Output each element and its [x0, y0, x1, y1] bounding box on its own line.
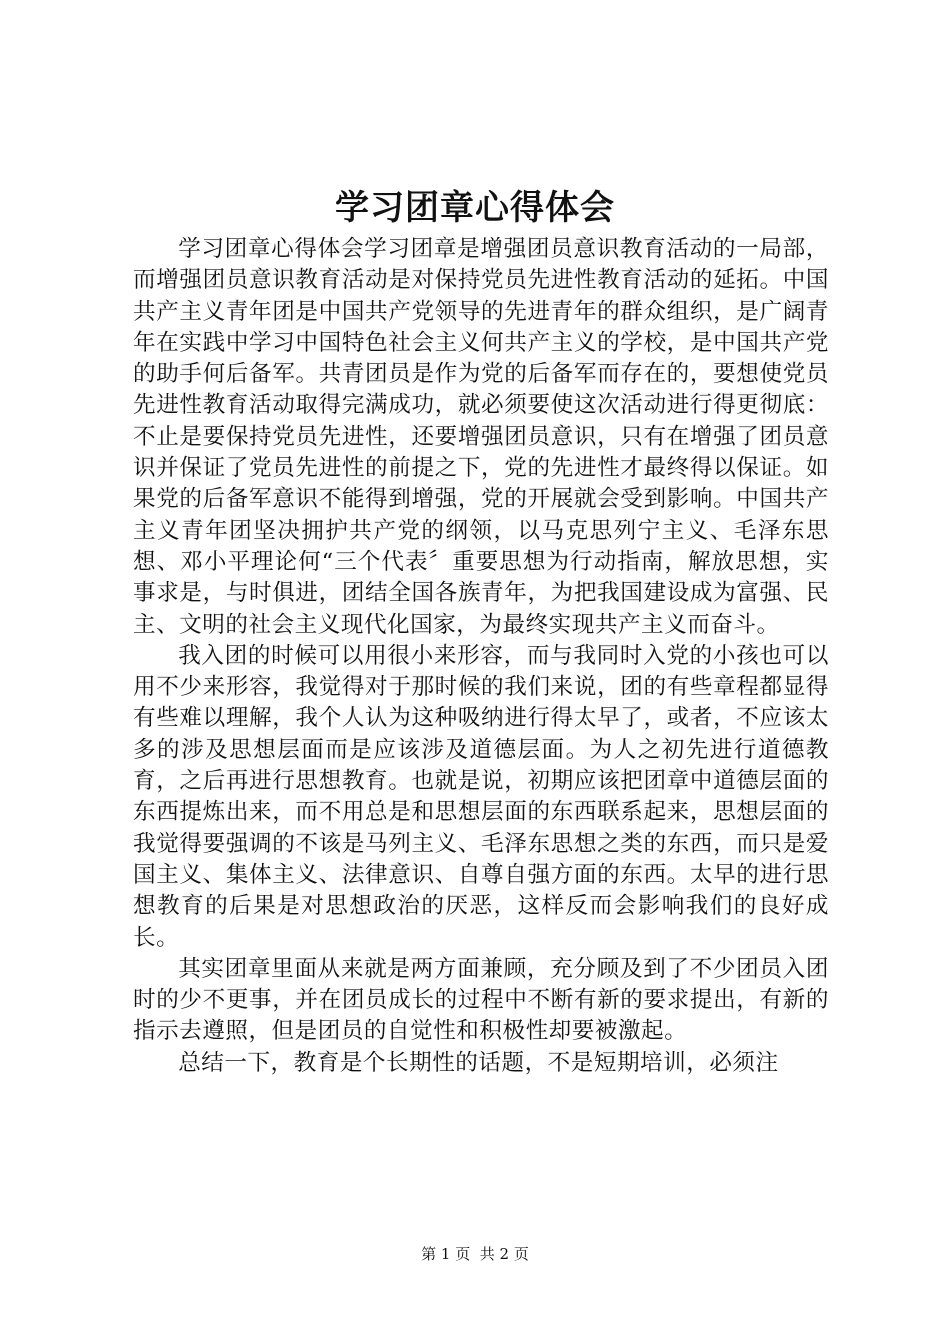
page-footer	[0, 1244, 950, 1264]
paragraph: 总结一下，教育是个长期性的话题，不是短期培训，必须注	[178, 1049, 779, 1076]
page-number: 第 1 页	[421, 1245, 471, 1263]
paragraph: 我入团的时候可以用很小来形容，而与我同时入党的小孩也可以用不少来形容，我觉得对于那时候的我们来说，团的有些章程都显得有些难以理解，我个人认为这种吸纳进行得太早了，或者，不应该太多的涉及思想层面而是应该涉及道德层面。为人之初先进行道德教育，之后再进行思想教育。也就是说，初期应该把团章中道德层面的东西提炼出来，而不用总是和思想层面的东西联系起来，思想层面的我觉得要强调的不该是马列主义、毛泽东思想之类的东西，而只是爱国主义、集体主义、法律意识、自尊自强方面的东西。太早的进行思想教育的后果是对思想政治的厌恶，这样反而会影响我们的良好成长。	[133, 642, 829, 951]
page-total: 共 2 页	[479, 1245, 529, 1263]
page-title: 学习团章心得体会	[335, 188, 615, 228]
paragraph: 学习团章心得体会学习团章是增强团员意识教育活动的一局部，而增强团员意识教育活动是对保持党员先进性教育活动的延拓。中国共产主义青年团是中国共产党领导的先进青年的群众组织，是广阔青年在实践中学习中国特色社会主义何共产主义的学校，是中国共产党的助手何后备军。共青团员是作为党的后备军而存在的，要想使党员先进性教育活动取得完满成功，就必须要使这次活动进行得更彻底：不止是要保持党员先进性，还要增强团员意识，只有在增强了团员意识并保证了党员先进性的前提之下，党的先进性才最终得以保证。如果党的后备军意识不能得到增强，党的开展就会受到影响。中国共产主义青年团坚决拥护共产党的纲领，以马克思列宁主义、毛泽东思想、邓小平理论何“三个代表〞重要思想为行动指南，解放思想，实事求是，与时俱进，团结全国各族青年，为把我国建设成为富强、民主、文明的社会主义现代化国家，为最终实现共产主义而奋斗。	[133, 236, 829, 638]
paragraph: 其实团章里面从来就是两方面兼顾，充分顾及到了不少团员入团时的少不更事，并在团员成长的过程中不断有新的要求提出，有新的指示去遵照，但是团员的自觉性和积极性却要被激起。	[133, 955, 829, 1045]
document-body	[133, 234, 829, 1079]
